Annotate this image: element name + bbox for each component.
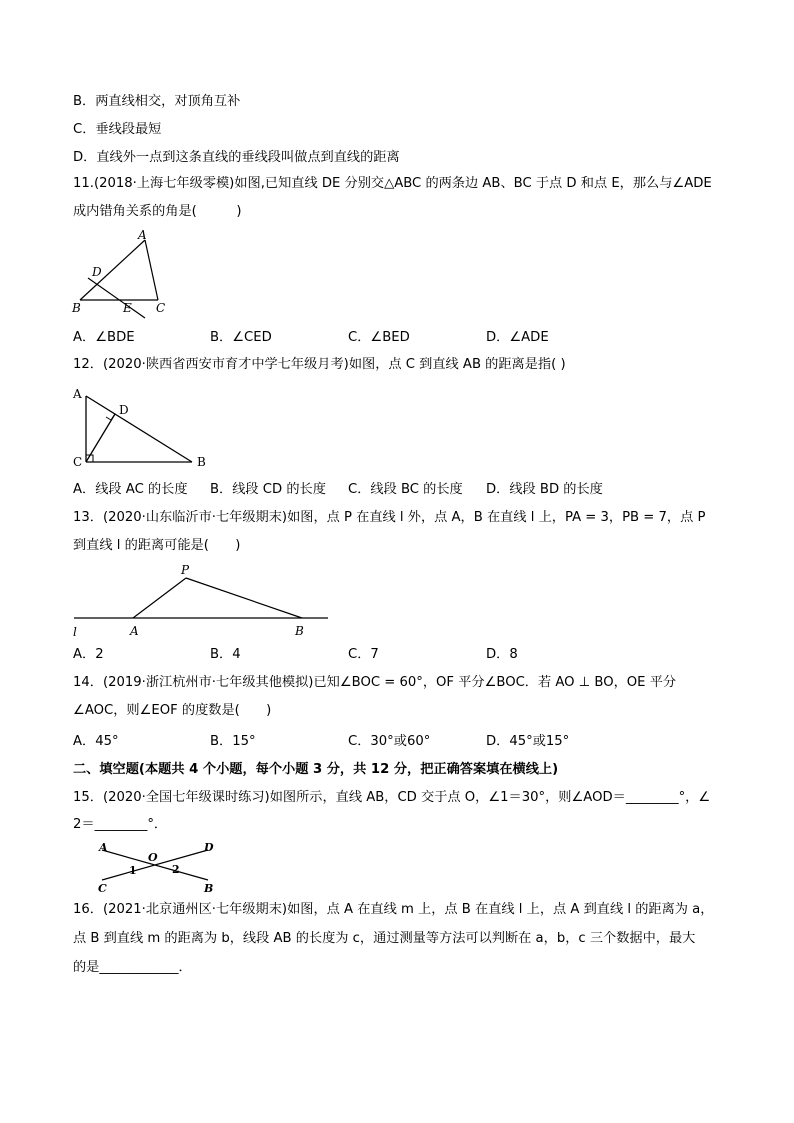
- q12-option-a[interactable]: A．线段 AC 的长度: [73, 482, 188, 497]
- q15-label-o: O: [148, 851, 158, 864]
- q13-label-b: B: [295, 624, 304, 638]
- q11-label-d: D: [92, 265, 102, 279]
- q13-line-figure: [70, 560, 335, 642]
- q11-label-e: E: [123, 301, 132, 315]
- q12-label-d: D: [119, 403, 129, 417]
- q13-stem-line2: 到直线 l 的距离可能是( ): [73, 538, 241, 553]
- q11-label-a: A: [138, 228, 147, 242]
- q11-option-b[interactable]: B．∠CED: [210, 330, 272, 345]
- q13-stem-line1: 13．(2020·山东临沂市·七年级期末)如图，点 P 在直线 l 外，点 A，B 在直线 l 上，PA = 3，PB = 7，点 P: [73, 510, 706, 525]
- q12-label-c: C: [73, 455, 83, 469]
- q14-stem-line1: 14．(2019·浙江杭州市·七年级其他模拟)已知∠BOC = 60°，OF 平分∠BOC．若 AO ⊥ BO，OE 平分: [73, 675, 677, 690]
- q15-label-c: C: [98, 882, 107, 894]
- prev-option-b: B．两直线相交，对顶角互补: [73, 94, 241, 109]
- q11-label-b: B: [72, 301, 81, 315]
- q12-option-c[interactable]: C．线段 BC 的长度: [348, 482, 463, 497]
- q15-label-a: A: [99, 841, 108, 854]
- q14-stem-line2: ∠AOC，则∠EOF 的度数是( ): [73, 703, 272, 718]
- q15-label-b: B: [204, 882, 214, 894]
- q14-option-b[interactable]: B．15°: [210, 734, 256, 749]
- q11-option-d[interactable]: D．∠ADE: [486, 330, 549, 345]
- q13-label-p: P: [181, 563, 190, 577]
- q12-right-triangle-figure: [70, 384, 215, 474]
- q15-intersecting-lines-figure: [88, 838, 223, 894]
- q15-stem-line2: 2＝________°．: [73, 817, 168, 832]
- q11-option-a[interactable]: A．∠BDE: [73, 330, 135, 345]
- q12-label-b: B: [197, 455, 206, 469]
- q16-stem-line1: 16．(2021·北京通州区·七年级期末)如图，点 A 在直线 m 上，点 B 在直线 l 上，点 A 到直线 l 的距离为 a，: [73, 902, 714, 917]
- q14-option-c[interactable]: C．30°或60°: [348, 734, 431, 749]
- q12-option-d[interactable]: D．线段 BD 的长度: [486, 482, 603, 497]
- q11-stem-line1: 11.(2018·上海七年级零模)如图,已知直线 DE 分别交△ABC 的两条边 AB、BC 于点 D 和点 E，那么与∠ADE: [73, 176, 712, 191]
- q16-stem-line3: 的是____________．: [73, 960, 192, 975]
- q13-option-c[interactable]: C．7: [348, 647, 379, 662]
- q12-option-b[interactable]: B．线段 CD 的长度: [210, 482, 326, 497]
- prev-option-d: D．直线外一点到这条直线的垂线段叫做点到直线的距离: [73, 150, 400, 165]
- prev-option-c: C．垂线段最短: [73, 122, 162, 137]
- q11-option-c[interactable]: C．∠BED: [348, 330, 410, 345]
- q11-stem-line2: 成内错角关系的角是( ): [73, 204, 242, 219]
- q14-option-d[interactable]: D．45°或15°: [486, 734, 570, 749]
- section-heading-fill-in: 二、填空题(本题共 4 个小题，每个小题 3 分，共 12 分，把正确答案填在横线上): [73, 762, 559, 777]
- q11-triangle-figure: [70, 228, 180, 320]
- q13-option-b[interactable]: B．4: [210, 647, 241, 662]
- q12-stem-line1: 12．(2020·陕西省西安市育才中学七年级月考)如图，点 C 到直线 AB 的距离是指( ): [73, 357, 566, 372]
- q14-option-a[interactable]: A．45°: [73, 734, 119, 749]
- q15-label-1: 1: [129, 864, 137, 877]
- q11-label-c: C: [156, 301, 166, 315]
- q13-label-a: A: [130, 624, 139, 638]
- q13-option-a[interactable]: A．2: [73, 647, 104, 662]
- q13-option-d[interactable]: D．8: [486, 647, 518, 662]
- q15-stem-line1: 15．(2020·全国七年级课时练习)如图所示，直线 AB，CD 交于点 O，∠1＝30°，则∠AOD＝________°，∠: [73, 790, 711, 805]
- q15-label-d: D: [204, 841, 214, 854]
- q16-stem-line2: 点 B 到直线 m 的距离为 b，线段 AB 的长度为 c，通过测量等方法可以判断在 a，b，c 三个数据中，最大: [73, 931, 696, 946]
- q13-label-l: l: [73, 625, 77, 639]
- q15-label-2: 2: [172, 863, 180, 876]
- q12-label-a: A: [73, 387, 82, 401]
